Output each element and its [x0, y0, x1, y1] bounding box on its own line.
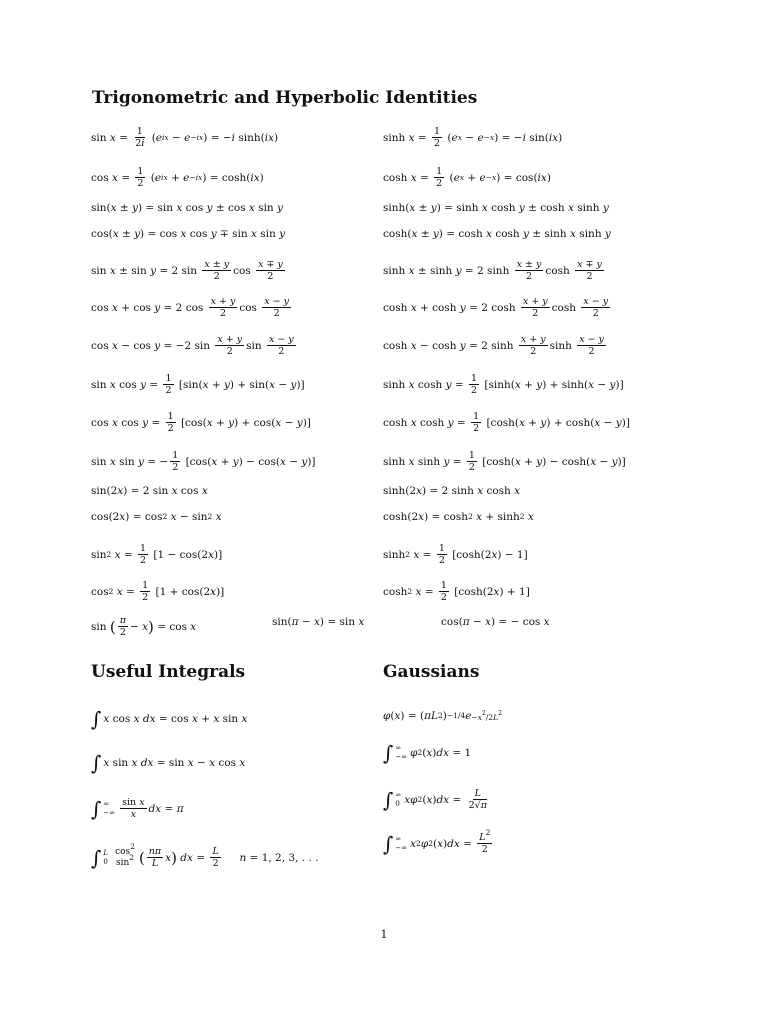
integral-x-sin-x: ∫ x sin x dx = sin x − x cos x	[91, 751, 246, 775]
identity-cosh-double: cosh(2 x ) = cosh 2 x + sinh 2 x	[383, 511, 534, 523]
identity-cosh-minus-cosh: cosh x − cosh y = 2 sinh $\frac{x + y}{2}$ sinh $\frac{x - y}{2}$	[383, 334, 604, 357]
identity-sinh-plus-sinh: sinh x ± sinh y = 2 sinh $\frac{x \pm y}{2}$ cosh $\frac{x \mp y}{2}$	[383, 259, 602, 282]
identity-cos-squared: cos 2 x = $\frac{1}{2}$ [1 + cos(2 x )]	[91, 580, 225, 603]
identity-cos-double: cos(2 x ) = cos 2 x − sin 2 x	[91, 511, 222, 523]
identity-sin-double: sin(2 x ) = 2 sin x cos x	[91, 485, 208, 497]
identity-sinh-sum: sinh( x ± y ) = sinh x cosh y ± cosh x sinh y	[383, 202, 609, 214]
identity-sin-exp: sin x = $\frac{1}{2i}$ ( e ix − e −ix ) = − i sinh( ix )	[91, 126, 279, 149]
identity-cos-cos-product: cos x cos y = $\frac{1}{2}$ [cos( x + y ) + cos( x − y )]	[91, 411, 311, 434]
identity-cos-supplement: cos( π − x ) = − cos x	[441, 616, 550, 628]
identity-sin-supplement: sin( π − x ) = sin x	[272, 616, 365, 628]
identity-sin-cos-product: sin x cos y = $\frac{1}{2}$ [sin( x + y ) + sin( x − y )]	[91, 373, 305, 396]
gaussian-wavefunction: φ ( x ) = ( πL 2 ) −1/4 e $-x^2/2L^2$	[383, 710, 502, 722]
identity-sinh-exp: sinh x = $\frac{1}{2}$ ( e x − e −x ) = − i sin( ix )	[383, 126, 563, 149]
gaussian-normalization: ∫ ∞ −∞ φ 2 ( x ) dx = 1	[383, 741, 472, 765]
integral-sinc: ∫ ∞ −∞ $\frac{\text{sin x}}{x}$ dx = π	[91, 796, 184, 821]
identity-sin-sin-product: sin x sin y = − $\frac{1}{2}$ [cos( x + y ) − cos( x − y )]	[91, 450, 316, 473]
identity-cosh-sum: cosh( x ± y ) = cosh x cosh y ± sinh x sinh y	[383, 228, 611, 240]
identity-sinh-double: sinh(2 x ) = 2 sinh x cosh x	[383, 485, 521, 497]
gaussian-first-moment: ∫ ∞ 0 xφ 2 ( x ) dx = $\frac{L}{2√\pi}$	[383, 787, 487, 812]
identity-sin-squared: sin 2 x = $\frac{1}{2}$ [1 − cos(2 x )]	[91, 543, 223, 566]
identity-cos-plus-cos: cos x + cos y = 2 cos $\frac{x + y}{2}$ cos $\frac{x - y}{2}$	[91, 296, 290, 319]
page-number: 1	[380, 928, 388, 941]
section-title-integrals: Useful Integrals	[91, 662, 246, 682]
identity-sinh-sinh-product: sinh x sinh y = $\frac{1}{2}$ [cosh( x + y ) − cosh( x − y )]	[383, 450, 626, 473]
identity-sinh-cosh-product: sinh x cosh y = $\frac{1}{2}$ [sinh( x + y ) + sinh( x − y )]	[383, 373, 624, 396]
integral-cos-sin-squared: ∫ L 0 $\cos^2$ $\sin^2$ ( $\frac{n\pi}{L}$ x ) dx = $\frac{L}{2}$ n = 1, 2, 3, . . .	[91, 841, 319, 870]
identity-sinh-squared: sinh 2 x = $\frac{1}{2}$ [cosh(2 x ) − 1]	[383, 543, 528, 566]
gaussian-second-moment: ∫ ∞ −∞ x 2 φ 2 ( x ) dx = $\frac{L^2}{2}$	[383, 828, 491, 856]
identity-cos-sum: cos( x ± y ) = cos x cos y ∓ sin x sin y	[91, 228, 286, 240]
section-title-trig: Trigonometric and Hyperbolic Identities	[92, 88, 478, 108]
identity-cos-exp: cos x = $\frac{1}{2}$ ( e ix + e −ix ) = cosh( ix )	[91, 166, 264, 189]
identity-cos-minus-cos: cos x − cos y = −2 sin $\frac{x + y}{2}$ sin $\frac{x - y}{2}$	[91, 334, 294, 357]
identity-cosh-cosh-product: cosh x cosh y = $\frac{1}{2}$ [cosh( x + y ) + cosh( x − y )]	[383, 411, 630, 434]
identity-cosh-exp: cosh x = $\frac{1}{2}$ ( e x + e −x ) = cos( ix )	[383, 166, 551, 189]
identity-cosh-squared: cosh 2 x = $\frac{1}{2}$ [cosh(2 x ) + 1]	[383, 580, 530, 603]
identity-sin-plus-sin: sin x ± sin y = 2 sin $\frac{x \pm y}{2}$ cos $\frac{x \mp y}{2}$	[91, 259, 283, 282]
identity-sin-sum: sin( x ± y ) = sin x cos y ± cos x sin y	[91, 202, 283, 214]
integral-x-cos-x: ∫ x cos x dx = cos x + x sin x	[91, 707, 248, 731]
section-title-gaussians: Gaussians	[383, 662, 480, 682]
identity-cosh-plus-cosh: cosh x + cosh y = 2 cosh $\frac{x + y}{2}$ cosh $\frac{x - y}{2}$	[383, 296, 609, 319]
identity-sin-complement: sin ( $\frac{\pi}{2}$ − x ) = cos x	[91, 615, 197, 638]
